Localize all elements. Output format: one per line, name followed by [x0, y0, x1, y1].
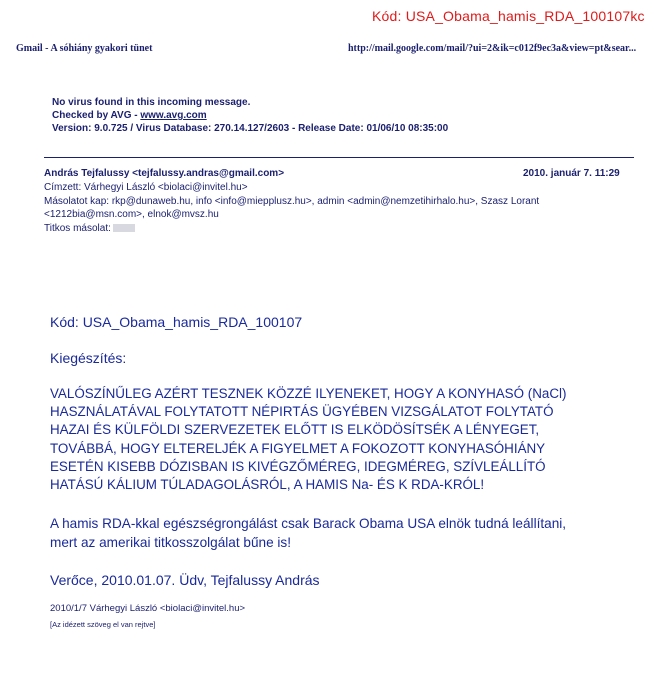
document-code-stamp: Kód: USA_Obama_hamis_RDA_100107kc — [372, 8, 645, 24]
email-from: András Tejfalussy <tejfalussy.andras@gmail.com> — [44, 168, 285, 179]
avg-checked-line — [52, 110, 207, 121]
signature: Verőce, 2010.01.07. Üdv, Tejfalussy András — [50, 572, 320, 588]
caps-line: HAZAI ÉS KÜLFÖLDI SZERVEZETEK ELŐTT IS ELKÖDÖSÍTSÉK A LÉNYEGET, — [50, 422, 540, 437]
email-cc-line1: Másolatot kap: rkp@dunaweb.hu, info <info@miepplusz.hu>, admin <admin@nemzetihirhalo.hu>, Szasz Lorant — [44, 196, 540, 207]
email-bcc-label: Titkos másolat: — [44, 223, 111, 234]
email-cc-line2: <1212bia@msn.com>, elnok@mvsz.hu — [44, 209, 219, 220]
message-code: Kód: USA_Obama_hamis_RDA_100107 — [50, 314, 303, 330]
email-bcc — [44, 223, 135, 234]
hidden-quote-link[interactable]: [Az idézett szöveg el van rejtve] — [50, 620, 156, 629]
avg-virus-notice: No virus found in this incoming message. — [52, 97, 251, 108]
email-date: 2010. január 7. 11:29 — [523, 168, 620, 179]
message-supplement-label: Kiegészítés: — [50, 350, 127, 366]
paragraph-line2: mert az amerikai titkosszolgálat bűne is! — [50, 535, 292, 550]
paragraph-line1: A hamis RDA-kkal egészségrongálást csak Barack Obama USA elnök tudná leállítani, — [50, 516, 567, 531]
avg-version-line: Version: 9.0.725 / Virus Database: 270.14.127/2603 - Release Date: 01/06/10 08:35:00 — [52, 123, 449, 134]
caps-line: TOVÁBBÁ, HOGY ELTERELJÉK A FIGYELMET A FOKOZOTT KONYHASÓHIÁNY — [50, 441, 546, 456]
caps-line: HASZNÁLATÁVAL FOLYTATOTT NÉPIRTÁS ÜGYÉBEN VIZSGÁLATOT FOLYTATÓ — [50, 404, 554, 419]
header-divider — [44, 157, 634, 158]
caps-line: VALÓSZÍNŰLEG AZÉRT TESZNEK KÖZZÉ ILYENEKET, HOGY A KONYHASÓ (NaCl) — [50, 386, 567, 401]
avg-link[interactable]: www.avg.com — [140, 110, 207, 121]
quote-header: 2010/1/7 Várhegyi László <biolaci@invitel.hu> — [50, 603, 246, 614]
caps-line: HATÁSÚ KÁLIUM TÚLADAGOLÁSRÓL, A HAMIS Na- ÉS K RDA-KRÓL! — [50, 477, 485, 492]
avg-checked-prefix: Checked by AVG - — [52, 110, 141, 121]
gmail-page-title: Gmail - A sóhiány gyakori tünet — [16, 43, 153, 54]
email-to: Címzett: Várhegyi László <biolaci@invitel.hu> — [44, 182, 248, 193]
gmail-page-url[interactable]: http://mail.google.com/mail/?ui=2&ik=c012f9ec3a&view=pt&sear... — [348, 43, 637, 54]
redacted-bcc — [113, 224, 135, 232]
caps-line: ESETÉN KISEBB DÓZISBAN IS KIVÉGZŐMÉREG, IDEGMÉREG, SZÍVLEÁLLÍTÓ — [50, 459, 546, 474]
